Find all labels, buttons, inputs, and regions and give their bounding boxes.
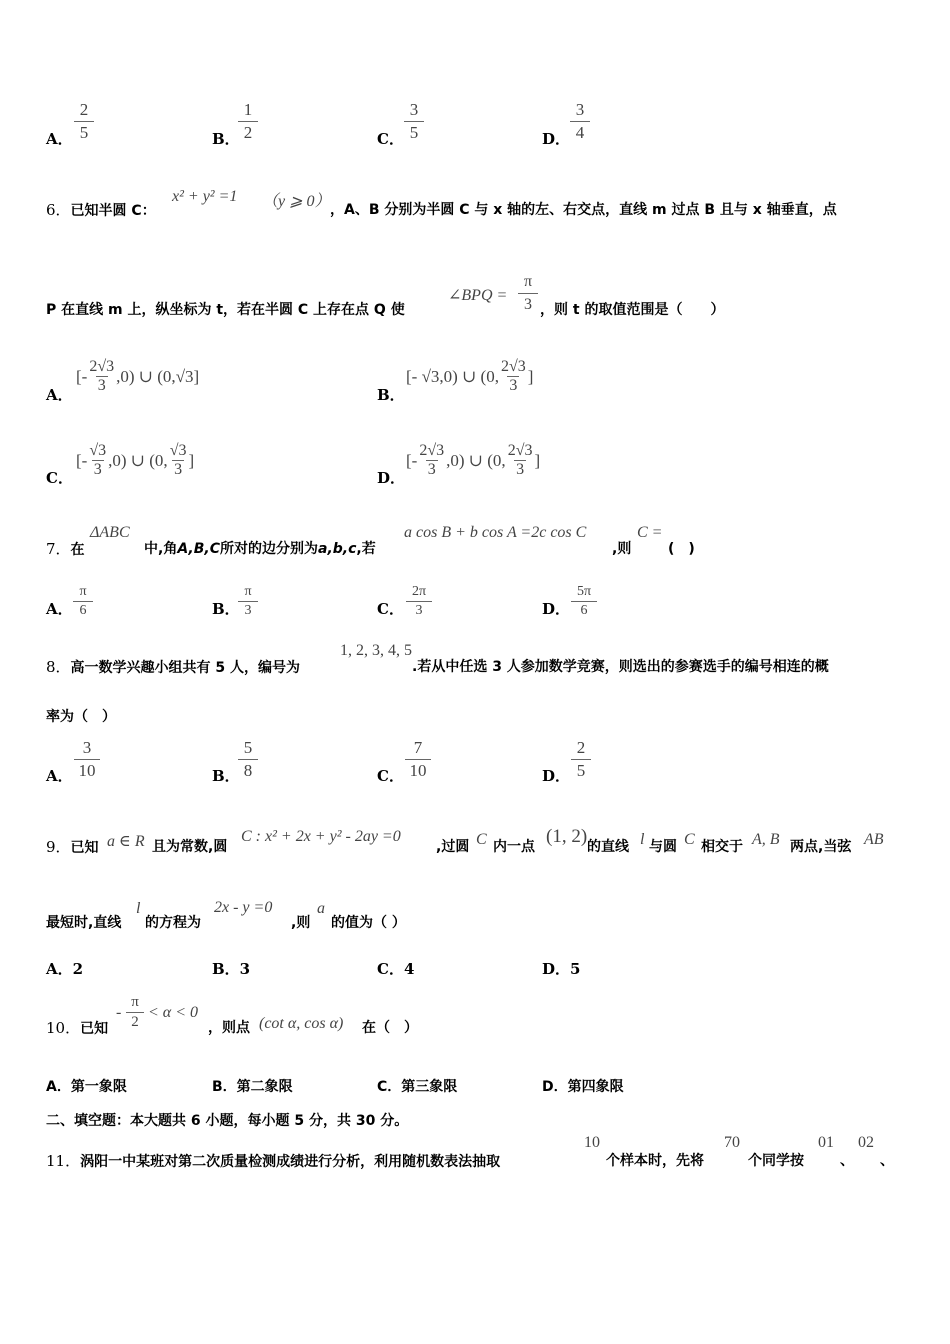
q10-negative: - [116, 1004, 122, 1021]
q6-option-d-expr: [- 2√3 3 ,0) ∪ (0, 2√3 3 ] [406, 442, 541, 478]
q8-text-3: 率为（ ） [46, 709, 116, 725]
q10-option-d: D．第四象限 [542, 1079, 624, 1095]
q7-option-d-fraction: 5π 6 [571, 584, 597, 619]
q6-number: 6． [46, 201, 71, 219]
q7-option-c-label: C． [377, 600, 404, 618]
q6-angle-fraction: π 3 [518, 272, 538, 315]
q5-option-a-fraction: 2 5 [74, 100, 94, 143]
q11-text-5: 、 [880, 1153, 894, 1169]
q7-option-a-fraction: π 6 [73, 584, 93, 619]
q8-option-a-fraction: 3 10 [74, 738, 100, 781]
q7-text-3: 所对的边分别为 [220, 541, 319, 557]
q5-option-d-fraction: 3 4 [570, 100, 590, 143]
q7-option-a-label: A． [46, 600, 73, 618]
q9-math-3: C [476, 831, 487, 848]
q6-angle: ∠BPQ = [448, 287, 508, 304]
q8-text-2: .若从中任选 3 人参加数学竞赛，则选出的参赛选手的编号相连的概 [412, 659, 829, 675]
q8-option-a-label: A． [46, 767, 73, 785]
q9-text-9: 最短时,直线 [46, 915, 122, 931]
q6-condition: （y ⩾ 0） [262, 193, 331, 210]
q5-option-a-label: A． [46, 130, 73, 148]
q10-option-a: A．第一象限 [46, 1079, 127, 1095]
q5-option-b-label: B． [212, 130, 240, 148]
q7-number: 7． [46, 540, 71, 558]
q9-option-c: C．4 [377, 960, 415, 978]
q9-text-8: 两点,当弦 [790, 839, 852, 855]
q11-text-1: 涡阳一中某班对第二次质量检测成绩进行分析，利用随机数表法抽取 [80, 1154, 501, 1170]
q9-math-11: a [317, 900, 325, 917]
q7-option-b-fraction: π 3 [238, 584, 258, 619]
q9-text-2: 且为常数,圆 [152, 839, 228, 855]
q6-text-2: ，A、B 分别为半圆 C 与 x 轴的左、右交点，直线 m 过点 B 且与 x 轴垂直，点 [330, 202, 837, 218]
q7-text-4: ,若 [356, 541, 376, 557]
q10-number: 10． [46, 1019, 81, 1037]
q6-option-c-expr: [- √3 3 ,0) ∪ (0, √3 3 ] [76, 442, 195, 478]
q6-option-c-label: C． [46, 469, 73, 487]
q11-math-1: 10 [584, 1134, 600, 1151]
q11-text-2: 个样本时，先将 [606, 1153, 704, 1169]
q7-sides: a,b,c [318, 541, 357, 557]
q7-option-c-fraction: 2π 3 [406, 584, 432, 619]
q7-option-b-label: B． [212, 600, 240, 618]
q7-c-equals: C = [637, 524, 663, 541]
q7-triangle: ΔABC [90, 524, 130, 541]
q8-text-1: 高一数学兴趣小组共有 5 人，编号为 [70, 660, 301, 676]
q9-circle-equation: C : x² + 2x + y² - 2ay =0 [241, 828, 401, 845]
q11-math-4: 02 [858, 1134, 874, 1151]
q9-text-4: 内一点 [493, 839, 535, 855]
q7-text-6: ( ) [668, 541, 695, 557]
q5-option-c-label: C． [377, 130, 404, 148]
q8-option-d-label: D． [542, 767, 571, 785]
q9-text-6: 与圆 [649, 839, 677, 855]
q11-number: 11． [46, 1152, 81, 1170]
q9-text-7: 相交于 [701, 839, 743, 855]
q11-text-4: 、 [840, 1153, 854, 1169]
q9-text-12: 的值为（ ） [331, 915, 406, 931]
q9-number: 9． [46, 838, 71, 856]
q9-line-equation: 2x - y =0 [214, 899, 273, 916]
q11-math-3: 01 [818, 1134, 834, 1151]
q11-text-3: 个同学按 [748, 1153, 804, 1169]
q9-point: (1, 2) [546, 826, 588, 847]
q9-math-5: l [640, 831, 645, 848]
q7-angles: A,B,C [177, 541, 221, 557]
q10-inequality: < α < 0 [148, 1004, 198, 1021]
q9-option-a: A．2 [46, 960, 84, 978]
q8-number: 8． [46, 658, 71, 676]
q10-text-2: ，则点 [208, 1020, 250, 1036]
section-heading-fill-in: 二、填空题：本大题共 6 小题，每小题 5 分，共 30 分。 [46, 1113, 409, 1129]
q8-option-c-label: C． [377, 767, 404, 785]
q6-equation: x² + y² =1 [172, 188, 238, 205]
q10-option-b: B．第二象限 [212, 1079, 293, 1095]
q6-text-4: ，则 t 的取值范围是（ ） [540, 302, 725, 318]
q10-text-3: 在（ ） [362, 1020, 418, 1036]
q7-text-5: ,则 [612, 541, 632, 557]
q9-text-3: ,过圆 [436, 839, 470, 855]
q10-text-1: 已知 [80, 1021, 109, 1037]
q6-option-d-label: D． [377, 469, 406, 487]
q7-text-2: 中,角 [144, 541, 178, 557]
q5-option-d-label: D． [542, 130, 571, 148]
q10-point: (cot α, cos α) [259, 1015, 344, 1032]
q7-equation: a cos B + b cos A =2c cos C [404, 524, 587, 541]
q9-text-10: 的方程为 [145, 915, 201, 931]
q7-text-1: 在 [70, 542, 85, 558]
q9-math-6: C [684, 831, 695, 848]
q7-option-d-label: D． [542, 600, 571, 618]
q5-option-b-fraction: 1 2 [238, 100, 258, 143]
q8-option-d-fraction: 2 5 [571, 738, 591, 781]
q9-text-11: ,则 [291, 915, 311, 931]
q6-option-a-expr: [- 2√3 3 ,0) ∪ (0, √3] [76, 358, 200, 394]
q9-math-1: a ∈ R [107, 833, 145, 850]
q8-numbers: 1, 2, 3, 4, 5 [340, 642, 412, 659]
q6-option-a-label: A． [46, 386, 73, 404]
q6-text-1: 已知半圆 C： [70, 203, 156, 219]
q8-option-b-fraction: 5 8 [238, 738, 258, 781]
q9-math-9: l [136, 900, 141, 917]
q9-option-d: D．5 [542, 960, 581, 978]
q6-text-3: P 在直线 m 上，纵坐标为 t，若在半圆 C 上存在点 Q 使 [46, 302, 405, 318]
q8-option-c-fraction: 7 10 [405, 738, 431, 781]
q9-math-8: AB [864, 831, 884, 848]
q9-text-5: 的直线 [587, 839, 629, 855]
q9-math-7: A, B [752, 831, 780, 848]
q6-option-b-expr: [- √3,0) ∪ (0, 2√3 3 ] [406, 358, 534, 394]
q9-text-1: 已知 [70, 840, 99, 856]
q5-option-c-fraction: 3 5 [404, 100, 424, 143]
q10-option-c: C．第三象限 [377, 1079, 458, 1095]
q8-option-b-label: B． [212, 767, 240, 785]
q9-option-b: B．3 [212, 960, 251, 978]
q11-math-2: 70 [724, 1134, 740, 1151]
q6-option-b-label: B． [377, 386, 405, 404]
q10-fraction: π 2 [126, 994, 144, 1031]
